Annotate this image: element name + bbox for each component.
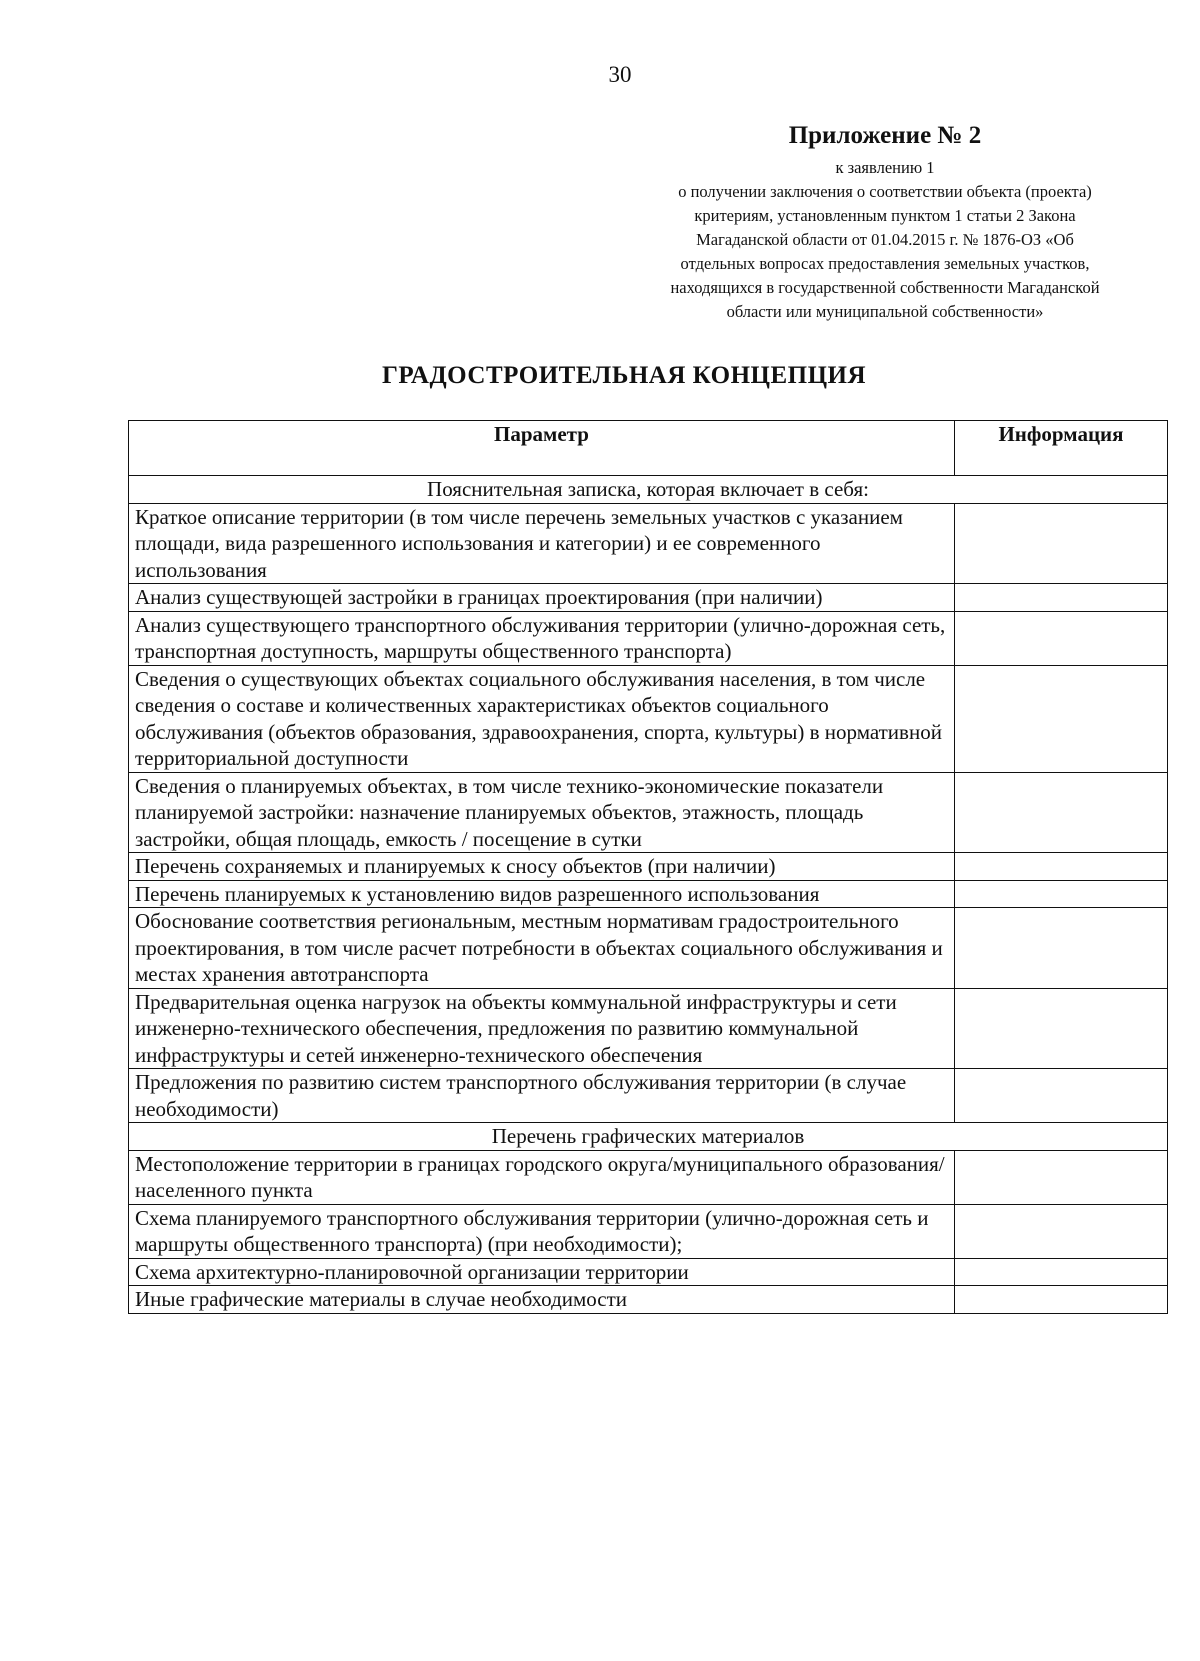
param-cell: Перечень планируемых к установлению видов разрешенного использования [129,880,955,908]
table-row [129,880,1168,908]
appendix-title: Приложение № 2 [788,122,982,149]
param-cell: Сведения о существующих объектах социального обслуживания населения, в том числе сведения о составе и количественных характеристиках объектов социального обслуживания (объектов образования, здравоохранения, спорта, культуры) в нормативной территориальной доступности [129,665,955,772]
appendix-line: отдельных вопросах предоставления земельных участков, [680,254,1090,273]
page-number: 30 [608,62,632,87]
section-row [129,476,1168,504]
appendix-line: Магаданской области от 01.04.2015 г. № 1876-ОЗ «Об [696,230,1074,249]
param-cell: Анализ существующей застройки в границах проектирования (при наличии) [129,584,955,612]
section-heading: Перечень графических материалов [129,1123,1168,1151]
param-cell: Обоснование соответствия региональным, местным нормативам градостроительного проектирования, в том числе расчет потребности в объектах социального обслуживания и местах хранения автотранспорта [129,908,955,989]
table-row [129,772,1168,853]
info-cell[interactable] [955,584,1168,612]
header-param: Параметр [129,421,955,476]
table-row [129,988,1168,1069]
info-cell[interactable] [955,908,1168,989]
param-cell: Перечень сохраняемых и планируемых к сносу объектов (при наличии) [129,853,955,881]
appendix-line: к заявлению 1 [835,158,935,177]
appendix-line: критериям, установленным пунктом 1 статьи 2 Закона [694,206,1076,225]
table-row [129,1286,1168,1314]
appendix-line: находящихся в государственной собственности Магаданской [670,278,1100,297]
info-cell[interactable] [955,1150,1168,1204]
param-cell: Предварительная оценка нагрузок на объекты коммунальной инфраструктуры и сети инженерно-технического обеспечения, предложения по развитию коммунальной инфраструктуры и сетей инженерно-технического обеспечения [129,988,955,1069]
info-cell[interactable] [955,988,1168,1069]
table-row [129,503,1168,584]
info-cell[interactable] [955,880,1168,908]
section-row [129,1123,1168,1151]
param-cell: Схема архитектурно-планировочной организации территории [129,1258,955,1286]
info-cell[interactable] [955,1258,1168,1286]
info-cell[interactable] [955,503,1168,584]
table-row [129,665,1168,772]
table-row [129,611,1168,665]
param-cell: Местоположение территории в границах городского округа/муниципального образования/населенного пункта [129,1150,955,1204]
info-cell[interactable] [955,1069,1168,1123]
concept-table [128,420,1168,1314]
info-cell[interactable] [955,1286,1168,1314]
document-title: ГРАДОСТРОИТЕЛЬНАЯ КОНЦЕПЦИЯ [381,362,867,389]
appendix-line: о получении заключения о соответствии объекта (проекта) [678,182,1092,201]
param-cell: Сведения о планируемых объектах, в том числе технико-экономические показатели планируемой застройки: назначение планируемых объектов, этажность, площадь застройки, общая площадь, емкость / посещение в сутки [129,772,955,853]
table-row [129,584,1168,612]
table-row [129,1204,1168,1258]
info-cell[interactable] [955,853,1168,881]
header-info: Информация [955,421,1168,476]
param-cell: Анализ существующего транспортного обслуживания территории (улично-дорожная сеть, транспортная доступность, маршруты общественного транспорта) [129,611,955,665]
table-header-row [129,421,1168,476]
table-row [129,853,1168,881]
param-cell: Предложения по развитию систем транспортного обслуживания территории (в случае необходимости) [129,1069,955,1123]
table-row [129,1150,1168,1204]
appendix-line: области или муниципальной собственности» [726,302,1044,321]
table-row [129,1069,1168,1123]
info-cell[interactable] [955,665,1168,772]
appendix-block [620,122,1150,324]
info-cell[interactable] [955,1204,1168,1258]
info-cell[interactable] [955,772,1168,853]
table-row [129,1258,1168,1286]
info-cell[interactable] [955,611,1168,665]
table-row [129,908,1168,989]
param-cell: Краткое описание территории (в том числе перечень земельных участков с указанием площади, вида разрешенного использования и категории) и ее современного использования [129,503,955,584]
section-heading: Пояснительная записка, которая включает в себя: [129,476,1168,504]
param-cell: Иные графические материалы в случае необходимости [129,1286,955,1314]
param-cell: Схема планируемого транспортного обслуживания территории (улично-дорожная сеть и маршруты общественного транспорта) (при необходимости); [129,1204,955,1258]
